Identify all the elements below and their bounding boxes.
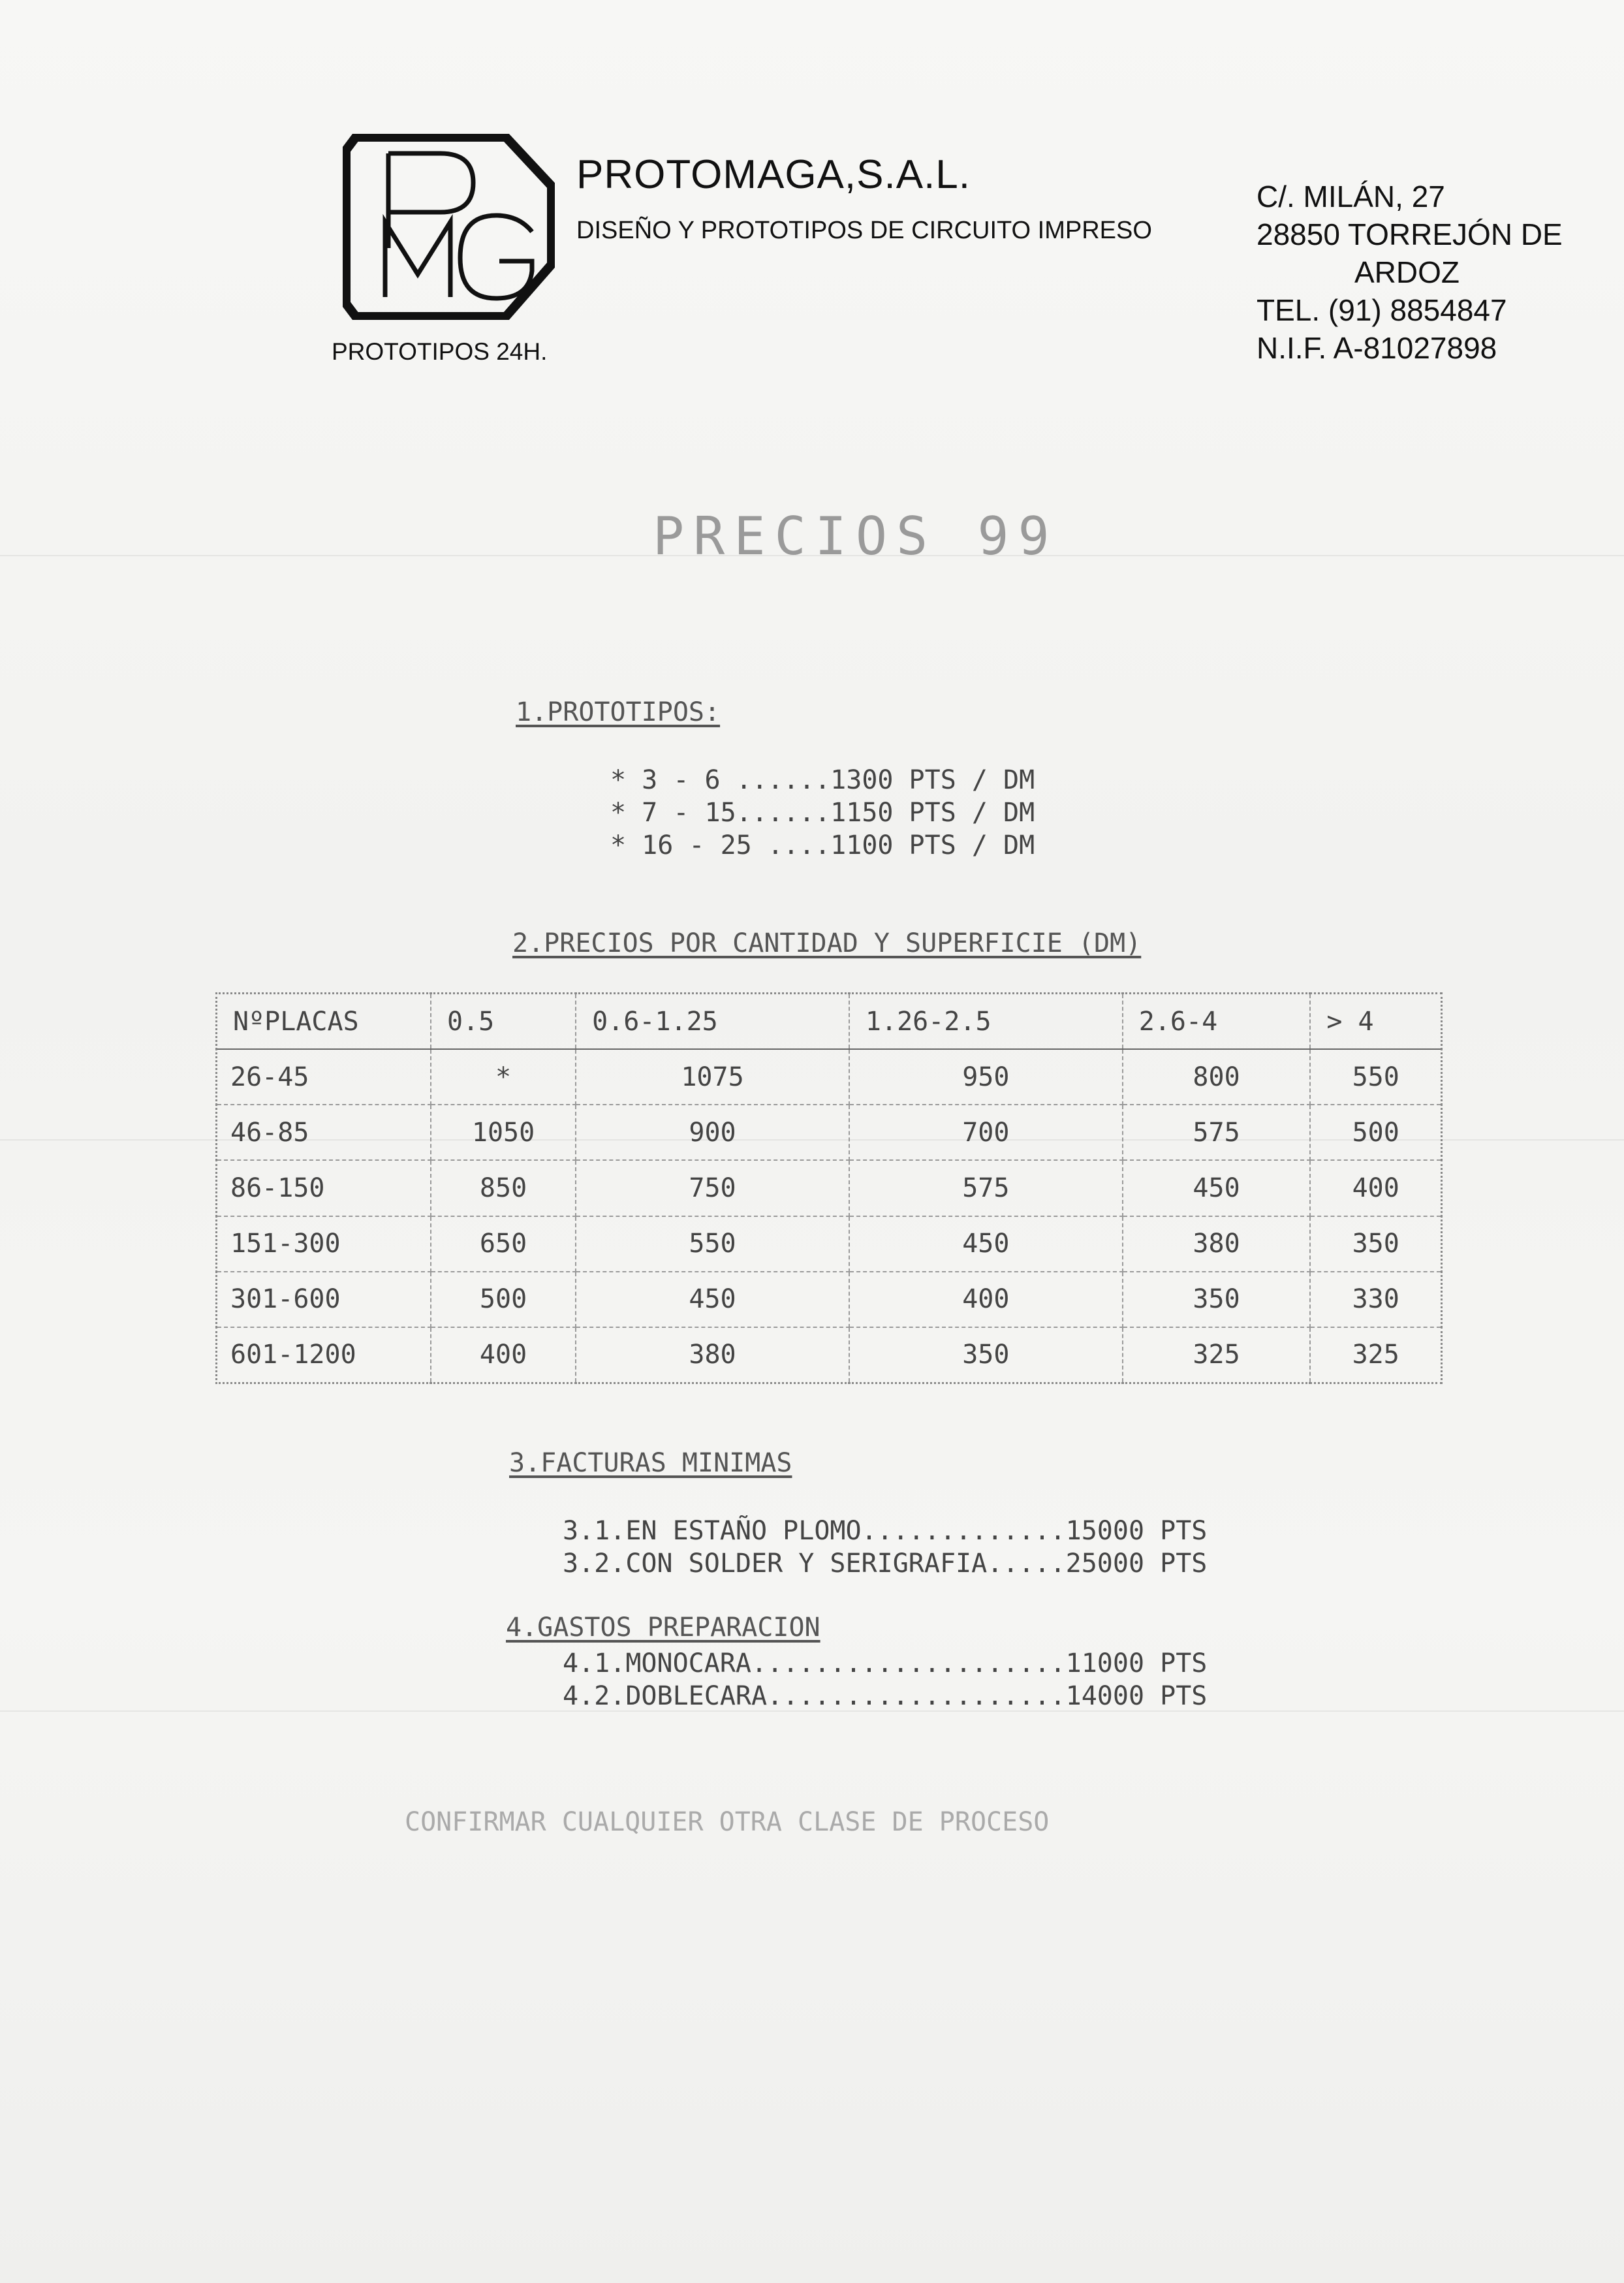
address-nif: N.I.F. A-81027898	[1257, 331, 1497, 365]
address-city: 28850 TORREJÓN DE	[1257, 217, 1563, 251]
table-cell: 1050	[431, 1105, 576, 1160]
table-cell: 380	[576, 1327, 849, 1383]
table-cell: 46-85	[217, 1105, 431, 1160]
section-heading-precios: 2.PRECIOS POR CANTIDAD Y SUPERFICIE (DM)	[512, 928, 1142, 958]
table-header-cell: NºPLACAS	[217, 994, 431, 1050]
list-item: * 16 - 25 ....1100 PTS / DM	[610, 830, 1035, 860]
table-cell: 550	[576, 1216, 849, 1272]
table-cell: 450	[849, 1216, 1123, 1272]
logo-caption: PROTOTIPOS 24H.	[332, 338, 548, 365]
company-address	[1257, 178, 1596, 367]
document-title: PRECIOS 99	[653, 506, 1059, 567]
table-cell: *	[431, 1049, 576, 1105]
company-name: PROTOMAGA,S.A.L.	[576, 152, 971, 197]
table-cell: 400	[849, 1272, 1123, 1327]
table-cell: 350	[849, 1327, 1123, 1383]
table-cell: 550	[1310, 1049, 1441, 1105]
table-cell: 575	[849, 1160, 1123, 1216]
table-header-cell: 0.5	[431, 994, 576, 1050]
table-row	[217, 1160, 1442, 1216]
list-item: * 7 - 15......1150 PTS / DM	[610, 798, 1035, 828]
table-cell: 950	[849, 1049, 1123, 1105]
table-cell: 1075	[576, 1049, 849, 1105]
table-row	[217, 1216, 1442, 1272]
address-street: C/. MILÁN, 27	[1257, 180, 1445, 213]
table-row	[217, 1049, 1442, 1105]
table-cell: 800	[1123, 1049, 1311, 1105]
table-cell: 400	[1310, 1160, 1441, 1216]
address-city-2: ARDOZ	[1354, 255, 1460, 289]
section-heading-prototipos: 1.PROTOTIPOS:	[516, 697, 721, 727]
table-cell: 750	[576, 1160, 849, 1216]
table-header-cell: 1.26-2.5	[849, 994, 1123, 1050]
price-table	[215, 992, 1443, 1384]
table-header-row	[217, 994, 1442, 1050]
table-row	[217, 1105, 1442, 1160]
list-item: 3.2.CON SOLDER Y SERIGRAFIA.....25000 PTS	[563, 1549, 1208, 1579]
table-header-cell: > 4	[1310, 994, 1441, 1050]
section-heading-facturas: 3.FACTURAS MINIMAS	[509, 1448, 792, 1478]
table-cell: 450	[576, 1272, 849, 1327]
company-logo	[343, 134, 555, 320]
table-cell: 500	[1310, 1105, 1441, 1160]
list-item: 4.2.DOBLECARA...................14000 PTS	[563, 1681, 1208, 1711]
list-item: 4.1.MONOCARA....................11000 PTS	[563, 1648, 1208, 1678]
table-cell: 151-300	[217, 1216, 431, 1272]
table-cell: 301-600	[217, 1272, 431, 1327]
company-tagline: DISEÑO Y PROTOTIPOS DE CIRCUITO IMPRESO	[576, 217, 1152, 244]
table-cell: 601-1200	[217, 1327, 431, 1383]
table-cell: 86-150	[217, 1160, 431, 1216]
table-cell: 400	[431, 1327, 576, 1383]
table-cell: 325	[1123, 1327, 1311, 1383]
table-cell: 350	[1310, 1216, 1441, 1272]
table-cell: 325	[1310, 1327, 1441, 1383]
footer-note: CONFIRMAR CUALQUIER OTRA CLASE DE PROCESO	[405, 1807, 1050, 1837]
table-cell: 350	[1123, 1272, 1311, 1327]
table-cell: 450	[1123, 1160, 1311, 1216]
table-row	[217, 1327, 1442, 1383]
table-row	[217, 1272, 1442, 1327]
table-cell: 575	[1123, 1105, 1311, 1160]
table-cell: 850	[431, 1160, 576, 1216]
table-cell: 330	[1310, 1272, 1441, 1327]
table-cell: 380	[1123, 1216, 1311, 1272]
section-heading-gastos: 4.GASTOS PREPARACION	[506, 1613, 820, 1643]
table-cell: 650	[431, 1216, 576, 1272]
table-header-cell: 0.6-1.25	[576, 994, 849, 1050]
list-item: * 3 - 6 ......1300 PTS / DM	[610, 765, 1035, 795]
address-phone: TEL. (91) 8854847	[1257, 293, 1507, 327]
table-cell: 900	[576, 1105, 849, 1160]
table-cell: 500	[431, 1272, 576, 1327]
table-cell: 26-45	[217, 1049, 431, 1105]
table-header-cell: 2.6-4	[1123, 994, 1311, 1050]
table-cell: 700	[849, 1105, 1123, 1160]
list-item: 3.1.EN ESTAÑO PLOMO.............15000 PTS	[563, 1516, 1208, 1546]
